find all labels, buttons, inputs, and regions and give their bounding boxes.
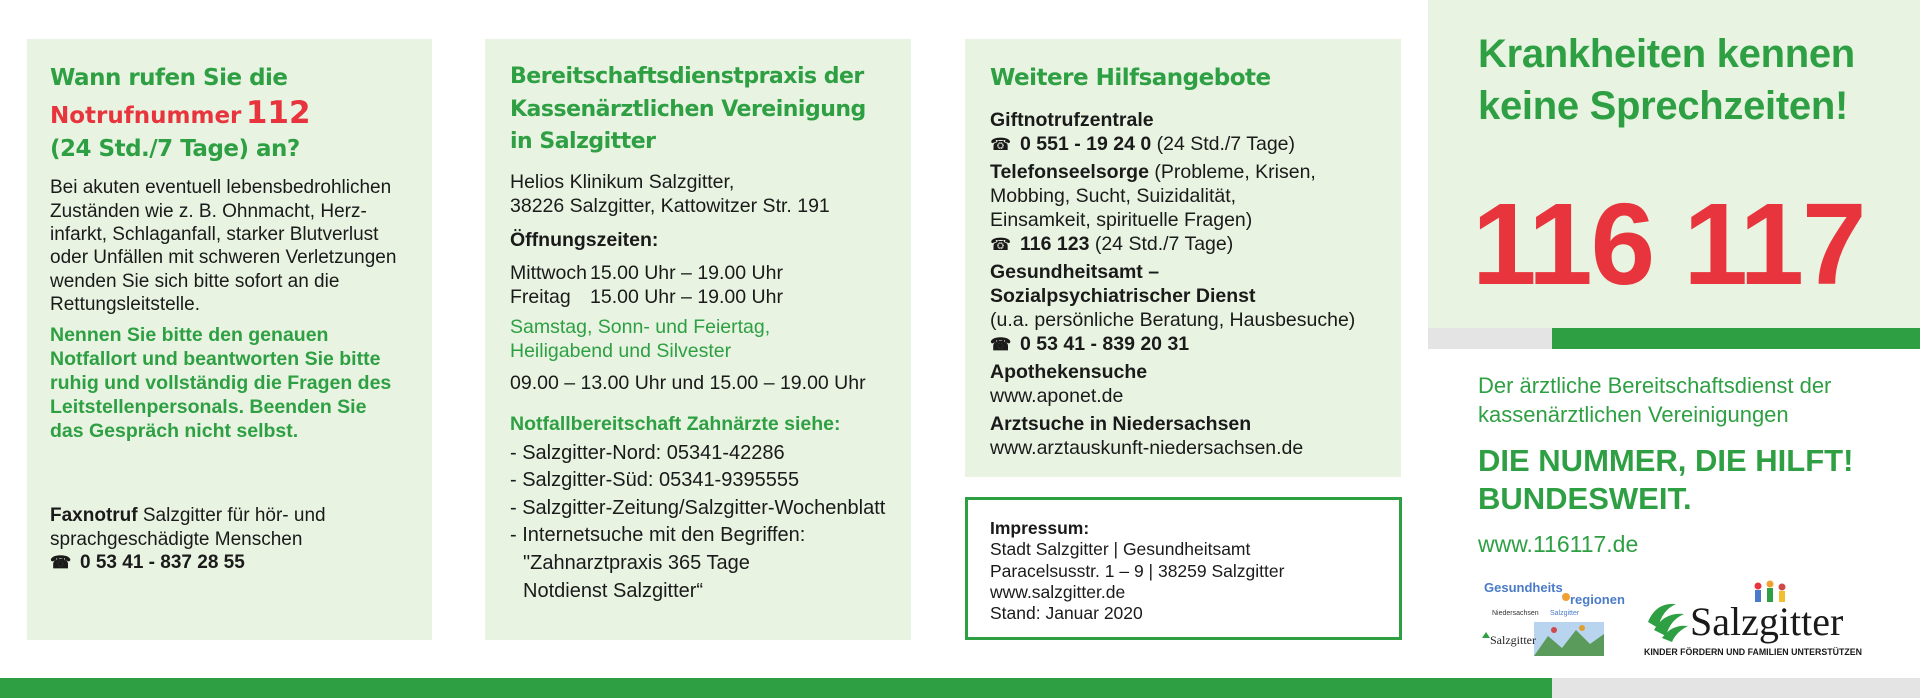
c1-green-line: Leitstellenpersonals. Beenden Sie (50, 396, 367, 419)
apo-url[interactable]: www.aponet.de (990, 384, 1124, 407)
c1-heading-line1: Wann rufen Sie die (50, 65, 288, 91)
seelsorge-text: (Probleme, Krisen, (1148, 161, 1316, 183)
seelsorge-hours: (24 Std./7 Tage) (1089, 232, 1234, 255)
fax-notruf-block (50, 504, 326, 575)
desc-line: kassenärztlichen Vereinigungen (1478, 402, 1789, 428)
desc-line: Der ärztliche Bereitschaftsdienst der (1478, 373, 1832, 398)
logo-gesund-text: Niedersachsen (1492, 610, 1539, 617)
hotline-number: 116 117 (1472, 179, 1865, 309)
c1-body-line: oder Unfällen mit schweren Verletzungen (50, 247, 397, 269)
slogan (1478, 28, 1855, 132)
arzt-label: Arztsuche in Niedersachsen (990, 412, 1252, 435)
emergency-112-panel (27, 39, 432, 640)
impressum-label: Impressum: (990, 518, 1090, 538)
c1-green-line: Notfallort und beantworten Sie bitte (50, 348, 381, 371)
footer-bar-grey (1552, 678, 1920, 698)
arzt-url[interactable]: www.arztauskunft-niedersachsen.de (990, 436, 1304, 459)
salzgitter-logo-tagline: KINDER FÖRDERN UND FAMILIEN UNTERSTÜTZEN (1644, 647, 1862, 657)
c1-body-line: Rettungsleitstelle. (50, 294, 200, 316)
c2-zahn-list (510, 440, 886, 606)
gesund-label: Gesundheitsamt – (990, 260, 1160, 283)
list-item: - Internetsuche mit den Begriffen: (510, 524, 806, 547)
salzgitter-logo (1642, 580, 1874, 660)
c2-weekend-line: Heiligabend und Silvester (510, 339, 732, 362)
seelsorge-label: Telefonseelsorge (990, 161, 1149, 183)
c2-weekend-time: 09.00 – 13.00 Uhr und 15.00 – 19.00 Uhr (510, 371, 866, 394)
impressum-box (965, 497, 1402, 640)
logo-gesund-text: Salzgitter (1490, 633, 1536, 647)
footer-bar-green (0, 678, 1552, 698)
c2-hours-time: 15.00 Uhr – 19.00 Uhr (590, 285, 783, 308)
website-link[interactable]: www.116117.de (1478, 531, 1639, 557)
seelsorge-number: 116 123 (1020, 232, 1090, 255)
c1-body-line: wenden Sie sich bitte sofort an die (50, 270, 340, 292)
gesund-label: Sozialpsychiatrischer Dienst (990, 284, 1256, 307)
c1-green-line: ruhig und vollständig die Fragen des (50, 372, 392, 395)
seelsorge-block (990, 161, 1376, 257)
apotheken-block (990, 361, 1376, 409)
impressum-line: Stand: Januar 2020 (990, 603, 1143, 624)
c1-green-line: das Gespräch nicht selbst. (50, 420, 299, 443)
c2-heading (510, 61, 886, 159)
c3-heading: Weitere Hilfsangebote (990, 65, 1271, 91)
list-item: - Salzgitter-Zeitung/Salzgitter-Wochenblatt (510, 496, 886, 519)
c2-weekend-line: Samstag, Sonn- und Feiertag, (510, 315, 771, 338)
nummer-line: DIE NUMMER, DIE HILFT! (1478, 443, 1854, 478)
list-item: - Salzgitter-Süd: 05341-9395555 (510, 469, 800, 492)
c2-hours-time: 15.00 Uhr – 19.00 Uhr (590, 261, 783, 284)
c2-hours-day: Freitag (510, 285, 571, 308)
bereitschaftsdienst-panel (485, 39, 911, 640)
divider-bar-grey (1428, 328, 1552, 349)
c2-hours-row (510, 286, 886, 310)
fax-text2: sprachgeschädigte Menschen (50, 528, 303, 550)
c2-oeffnungszeiten-label: Öffnungszeiten: (510, 228, 659, 251)
c2-heading-line: Bereitschaftsdienstpraxis der (510, 64, 864, 89)
gesundheitsregionen-logo (1478, 578, 1625, 658)
c1-body-line: Bei akuten eventuell lebensbedrohlichen (50, 177, 392, 199)
c1-heading-line2 (50, 95, 409, 132)
fax-text: Salzgitter für hör- und (137, 505, 326, 526)
c2-weekend (510, 316, 886, 364)
list-item: Notdienst Salzgitter“ (523, 579, 704, 602)
list-item: - Salzgitter-Nord: 05341-42286 (510, 441, 785, 464)
c2-address (510, 171, 886, 219)
arztsuche-block (990, 413, 1376, 461)
c2-address-line: Helios Klinikum Salzgitter, (510, 170, 735, 193)
c2-hours (510, 262, 886, 310)
slogan-line: Krankheiten kennen (1478, 32, 1855, 76)
c2-heading-line: in Salzgitter (510, 129, 656, 155)
c2-heading-line: Kassenärztlichen Vereinigung (510, 96, 866, 122)
logo-gesund-text: regionen (1570, 592, 1625, 607)
nummer-line: BUNDESWEIT. (1478, 480, 1692, 516)
gift-number: 0 551 - 19 24 0 (1020, 133, 1152, 156)
gesundheitsregionen-logo-graphic (1478, 578, 1625, 658)
c1-body-line: Zuständen wie z. B. Ohnmacht, Herz- (50, 200, 367, 222)
c1-body-line: infarkt, Schlaganfall, starker Blutverlust (50, 223, 379, 245)
phone-icon: ☎ (990, 135, 1012, 155)
c2-hours-row (510, 262, 886, 286)
logo-gesund-text: Gesundheits (1484, 580, 1563, 595)
c2-hours-day: Mittwoch (510, 261, 587, 284)
salzgitter-logo-name: Salzgitter (1690, 599, 1844, 644)
fax-label: Faxnotruf (50, 505, 138, 526)
c1-heading-line3: (24 Std./7 Tage) an? (50, 136, 300, 163)
c2-zahn-heading: Notfallbereitschaft Zahnärzte siehe: (510, 412, 841, 435)
phone-icon: ☎ (990, 334, 1012, 354)
apo-label: Apothekensuche (990, 360, 1148, 383)
c1-instruction-text (50, 324, 409, 444)
salzgitter-logo-graphic (1642, 580, 1874, 660)
gift-label: Giftnotrufzentrale (990, 109, 1154, 132)
c1-body-text (50, 176, 409, 316)
phone-icon: ☎ (990, 234, 1012, 254)
c2-address-line: 38226 Salzgitter, Kattowitzer Str. 191 (510, 194, 830, 217)
logo-gesund-text: Salzgitter (1550, 610, 1580, 617)
c1-heading-number: 112 (245, 95, 311, 132)
c1-heading-notruf: Notrufnummer (50, 103, 242, 130)
slogan-line: keine Sprechzeiten! (1478, 84, 1848, 128)
impressum-url[interactable]: www.salzgitter.de (990, 582, 1126, 603)
list-item: "Zahnarztpraxis 365 Tage (523, 551, 750, 574)
phone-icon: ☎ (50, 553, 72, 573)
gesund-text: (u.a. persönliche Beratung, Hausbesuche) (990, 308, 1356, 331)
gesundheitsamt-block (990, 261, 1376, 357)
gesund-number: 0 53 41 - 839 20 31 (1020, 332, 1190, 355)
impressum-line: Stadt Salzgitter | Gesundheitsamt (990, 539, 1251, 560)
seelsorge-text: Mobbing, Sucht, Suizidalität, (990, 184, 1237, 207)
nummer-tagline (1478, 442, 1853, 518)
seelsorge-text: Einsamkeit, spirituelle Fragen) (990, 208, 1253, 231)
hotline-description (1478, 371, 1831, 430)
divider-bar-green (1552, 328, 1920, 349)
hilfsangebote-panel (965, 39, 1401, 477)
impressum-line: Paracelsusstr. 1 – 9 | 38259 Salzgitter (990, 560, 1285, 581)
c1-green-line: Nennen Sie bitte den genauen (50, 324, 329, 347)
fax-number: 0 53 41 - 837 28 55 (80, 552, 245, 574)
gift-hours: (24 Std./7 Tage) (1151, 133, 1295, 156)
gift-block (990, 109, 1376, 157)
